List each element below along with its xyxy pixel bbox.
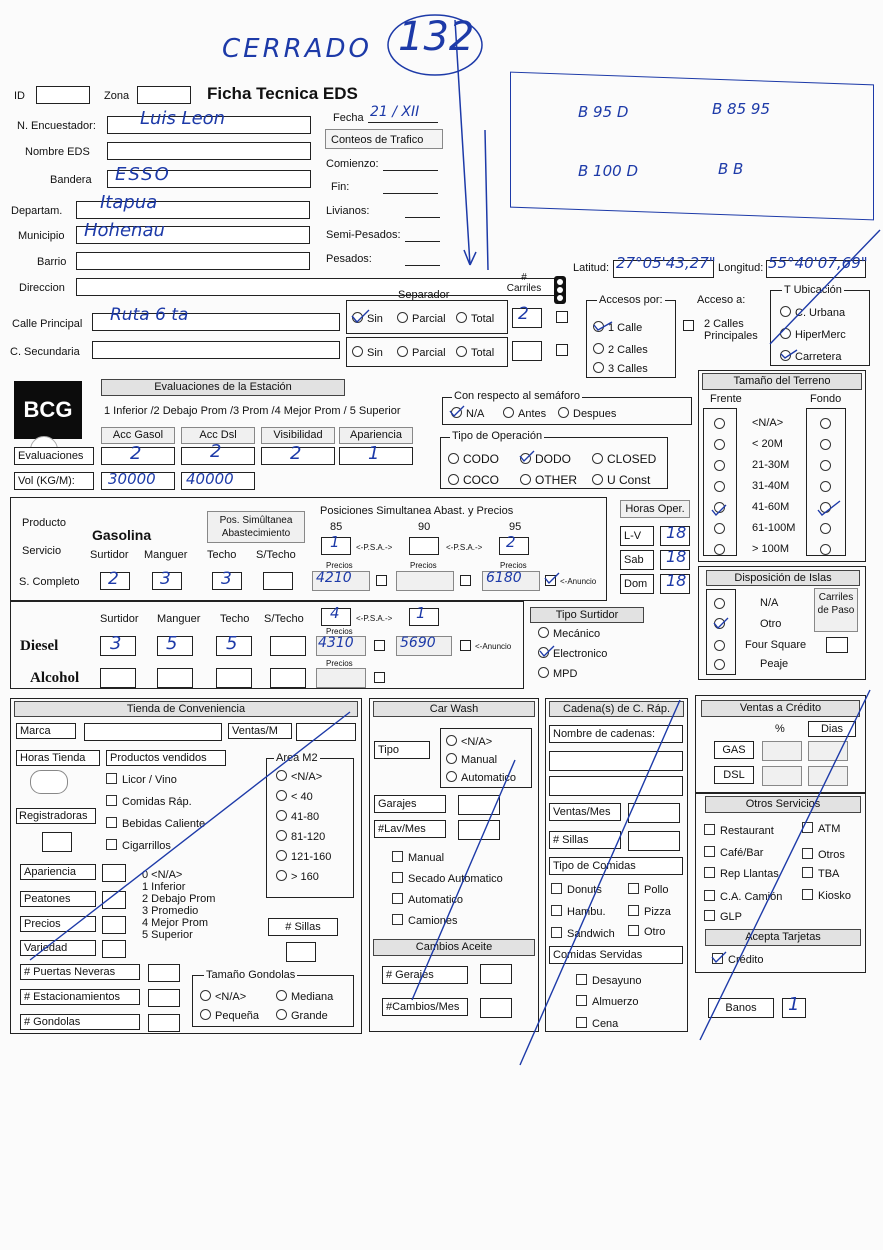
otros-glp-checkbox[interactable]: GLP <box>704 910 742 923</box>
otros-camion-checkbox[interactable]: C.A. Camión <box>704 890 782 903</box>
cw-lav-label: #Lav/Mes <box>374 820 446 838</box>
number-note: 132 <box>398 14 475 60</box>
prod-bebidas-checkbox[interactable]: Bebidas Caliente <box>106 817 205 830</box>
area-option-radio[interactable]: < 40 <box>276 790 313 803</box>
banos-label: Banos <box>708 998 774 1018</box>
accesos-title: Accesos por: <box>599 294 663 306</box>
c-secundaria-label: C. Secundaria <box>10 346 80 358</box>
terreno-option-label: < 20M <box>752 438 783 450</box>
op-other-radio[interactable]: OTHER <box>520 473 577 487</box>
registradoras-label: Registradoras <box>16 808 96 824</box>
fin-label: Fin: <box>331 181 350 193</box>
otros-tba-checkbox[interactable]: TBA <box>802 867 839 880</box>
acc-dsl-value: 2 <box>210 441 222 462</box>
cw-garajes-label: Garajes <box>374 795 446 813</box>
cadena-ventas-label: Ventas/Mes <box>549 803 621 821</box>
bandera-value: ESSO <box>115 164 171 185</box>
separador-parcial-radio[interactable]: Parcial <box>397 312 446 325</box>
gas-techo-value: 3 <box>221 569 232 589</box>
sketch-bottom-right: B B <box>718 160 744 178</box>
islas-otro-label: Otro <box>760 618 782 630</box>
comida-otro-checkbox[interactable]: Otro <box>628 925 665 938</box>
credito-dsl-label: DSL <box>714 766 754 784</box>
precios-label-2: Precios <box>410 561 437 570</box>
puertas-label: # Puertas Neveras <box>20 964 140 980</box>
gond-pequena-radio[interactable]: Pequeña <box>200 1009 259 1022</box>
terreno-option-label: 41-60M <box>752 501 790 513</box>
latitud-label: Latitud: <box>573 262 610 274</box>
cadena-sillas-label: # Sillas <box>549 831 621 849</box>
area-option-radio[interactable]: 121-160 <box>276 850 331 863</box>
precios-label-3: Precios <box>500 561 527 570</box>
col-apariencia: Apariencia <box>339 427 413 444</box>
variedad-row-label: Variedad <box>20 940 96 956</box>
op-dodo-radio[interactable]: DODO <box>520 452 571 466</box>
estacionamientos-label: # Estacionamientos <box>20 989 140 1005</box>
octane-90: 90 <box>418 521 431 533</box>
tipo-comidas-label: Tipo de Comidas <box>549 857 683 875</box>
departam-label: Departam. <box>11 205 63 217</box>
accesos-2calles-radio[interactable]: 2 Calles <box>593 343 648 356</box>
comida-pizza-checkbox[interactable]: Pizza <box>628 905 671 918</box>
carwash-header: Car Wash <box>373 701 535 717</box>
cw-secado-checkbox[interactable]: Secado Automatico <box>392 872 503 885</box>
comida-sandwich-checkbox[interactable]: Sandwich <box>551 927 615 940</box>
op-uconst-radio[interactable]: U Const <box>592 473 650 487</box>
surtidor-electronico-radio[interactable]: Electronico <box>538 647 607 660</box>
diesel-label: Diesel <box>20 638 59 654</box>
ubicacion-hipermerc-radio[interactable]: HiperMerc <box>780 328 846 341</box>
dsl-manguer-value: 5 <box>166 633 178 654</box>
accesos-1calle-radio[interactable]: 1 Calle <box>593 321 642 334</box>
dsl-col-techo: Techo <box>220 613 250 625</box>
otros-llantas-checkbox[interactable]: Rep Llantas <box>704 867 779 880</box>
horas-day-value: 18 <box>666 523 687 542</box>
comienzo-label: Comienzo: <box>326 158 379 170</box>
tienda-scale-item: 3 Promedio <box>142 905 199 917</box>
islas-four-label: Four Square <box>745 639 807 651</box>
pesados-label: Pesados: <box>326 253 372 265</box>
otros-kiosko-checkbox[interactable]: Kiosko <box>802 889 851 902</box>
latitud-value: 27°05'43,27" <box>616 254 716 272</box>
terreno-option-label: <N/A> <box>752 417 784 429</box>
traffic-title: Conteos de Trafico <box>331 134 424 146</box>
separador-label: Separador <box>398 289 450 301</box>
tienda-sillas-label: # Sillas <box>268 918 338 936</box>
apariencia-value: 1 <box>368 443 380 464</box>
otros-header: Otros Servicios <box>705 796 861 813</box>
secundaria-total-radio[interactable]: Total <box>456 346 494 359</box>
ubicacion-title: T Ubicación <box>784 284 842 296</box>
terreno-option-label: > 100M <box>752 543 789 555</box>
livianos-label: Livianos: <box>326 205 370 217</box>
col-acc-dsl: Acc Dsl <box>181 427 255 444</box>
horas-day-value: 18 <box>666 547 687 566</box>
bandera-label: Bandera <box>50 174 92 186</box>
surtidor-mpd-radio[interactable]: MPD <box>538 667 577 680</box>
psa-label-2: <-P.S.A.-> <box>446 543 483 552</box>
prod-licor-checkbox[interactable]: Licor / Vino <box>106 773 177 786</box>
dsl-anuncio-label: <-Anuncio <box>475 642 512 651</box>
gond-mediana-radio[interactable]: Mediana <box>276 990 333 1003</box>
comida-hambu-checkbox[interactable]: Hambu. <box>551 905 606 918</box>
otros-restaurant-checkbox[interactable]: Restaurant <box>704 824 774 837</box>
zona-label: Zona <box>104 90 130 102</box>
longitud-value: 55°40'07,69" <box>768 254 868 272</box>
ubicacion-urbana-radio[interactable]: C. Urbana <box>780 306 845 319</box>
semaforo-na-radio[interactable]: N/A <box>451 407 484 420</box>
nombre-eds-label: Nombre EDS <box>25 146 90 158</box>
dsl-col-stecho: S/Techo <box>264 613 304 625</box>
accesos-3calles-radio[interactable]: 3 Calles <box>593 362 648 375</box>
terreno-header: Tamaño del Terreno <box>702 373 862 390</box>
gond-na-radio[interactable]: <N/A> <box>200 990 246 1003</box>
gas-col-surtidor: Surtidor <box>90 549 129 561</box>
pos-prices-label: Posiciones Simultanea Abast. y Precios <box>320 505 514 517</box>
longitud-label: Longitud: <box>718 262 764 274</box>
carriles-paso-label: Carriles de Paso <box>814 588 858 632</box>
otros-cafe-checkbox[interactable]: Café/Bar <box>704 846 763 859</box>
vol-label: Vol (KG/M): <box>14 472 94 490</box>
secundaria-parcial-radio[interactable]: Parcial <box>397 346 446 359</box>
horas-day-value: 18 <box>666 571 687 590</box>
aceite-garajes-label: # Gerajes <box>382 966 468 984</box>
prod-cigarrillos-checkbox[interactable]: Cigarrillos <box>106 839 171 852</box>
status-note: CERRADO <box>222 34 372 64</box>
dsl-psa-label: <-P.S.A.-> <box>356 614 393 623</box>
cw-tipo-manual-radio[interactable]: Manual <box>446 753 497 766</box>
credito-gas-label: GAS <box>714 741 754 759</box>
peatones-row-label: Peatones <box>20 891 96 907</box>
municipio-label: Municipio <box>18 230 65 242</box>
apariencia-row-label: Apariencia <box>20 864 96 880</box>
gas-col-stecho: S/Techo <box>256 549 296 561</box>
terreno-fondo-label: Fondo <box>810 393 842 405</box>
pos85-value: 1 <box>330 533 340 551</box>
comida-pollo-checkbox[interactable]: Pollo <box>628 883 668 896</box>
horas-day-label: Sab <box>620 550 654 570</box>
area-option-radio[interactable]: > 160 <box>276 870 319 883</box>
tam-gondolas-title: Tamaño Gondolas <box>206 969 296 981</box>
cw-tipo-label: Tipo <box>374 741 430 759</box>
credito-pct-label: % <box>775 723 785 735</box>
islas-na-label: N/A <box>760 597 779 609</box>
gas-manguer-value: 3 <box>160 569 171 589</box>
comida-donuts-checkbox[interactable]: Donuts <box>551 883 602 896</box>
tienda-scale-item: 0 <N/A> <box>142 869 183 881</box>
page-title: Ficha Tecnica EDS <box>207 84 358 103</box>
municipio-value: Hohenau <box>84 220 165 241</box>
gond-grande-radio[interactable]: Grande <box>276 1009 328 1022</box>
aceite-header: Cambios Aceite <box>373 939 535 956</box>
col-visibilidad: Visibilidad <box>261 427 335 444</box>
alc-precios-label: Precios <box>326 659 353 668</box>
servida-desayuno-checkbox[interactable]: Desayuno <box>576 974 642 987</box>
fecha-value: 21 / XII <box>370 104 420 120</box>
tienda-scale-item: 5 Superior <box>142 929 193 941</box>
op-coco-radio[interactable]: COCO <box>448 473 499 487</box>
gondolas-label: # Gondolas <box>20 1014 140 1030</box>
dsl-col-surtidor: Surtidor <box>100 613 139 625</box>
evaluaciones-scale: 1 Inferior /2 Debajo Prom /3 Prom /4 Mejor Prom / 5 Superior <box>104 405 401 417</box>
sketch-top-right: B 85 95 <box>712 100 771 118</box>
credito-header: Ventas a Crédito <box>701 700 860 717</box>
comidas-servidas-label: Comidas Servidas <box>549 946 683 964</box>
credito-dias-label: Dias <box>808 721 856 737</box>
dsl-techo-value: 5 <box>226 633 238 654</box>
sketch-top-left: B 95 D <box>578 103 629 121</box>
terreno-option-label: 61-100M <box>752 522 796 534</box>
cw-automatico-checkbox[interactable]: Automatico <box>392 893 463 906</box>
calle-principal-value: Ruta 6 ta <box>110 305 189 325</box>
vol-dsl-value: 40000 <box>186 470 234 488</box>
horas-day-label: Dom <box>620 574 654 594</box>
gas-surtidor-value: 2 <box>108 569 119 589</box>
octane-95: 95 <box>509 521 522 533</box>
tienda-scale-item: 1 Inferior <box>142 881 186 893</box>
islas-header: Disposición de Islas <box>706 570 860 586</box>
ubicacion-carretera-radio[interactable]: Carretera <box>780 350 841 363</box>
evaluaciones-row-label: Evaluaciones <box>14 447 94 465</box>
terreno-frente-label: Frente <box>710 393 742 405</box>
aceite-cambios-label: #Cambios/Mes <box>382 998 468 1016</box>
acceso-a-label: Acceso a: <box>697 294 746 306</box>
pos-simultanea-label: Pos. Simûltanea Abastecimiento <box>207 511 305 543</box>
carriles-value: 2 <box>518 304 529 324</box>
col-acc-gasol: Acc Gasol <box>101 427 175 444</box>
price95-value: 6180 <box>486 570 522 586</box>
horas-day-label: L-V <box>620 526 654 546</box>
id-label: ID <box>14 90 25 102</box>
islas-peaje-label: Peaje <box>760 658 789 670</box>
dsl-col-manguer: Manguer <box>157 613 201 625</box>
dsl-price2-value: 5690 <box>400 635 436 651</box>
semaforo-antes-radio[interactable]: Antes <box>503 407 546 420</box>
dsl-pos2-value: 1 <box>416 604 426 622</box>
cadena-nombre-label: Nombre de cadenas: <box>549 725 683 743</box>
secundaria-sin-radio[interactable]: Sin <box>352 346 383 359</box>
area-m2-title: Area M2 <box>276 752 318 764</box>
barrio-label: Barrio <box>37 256 67 268</box>
otros-atm-checkbox[interactable]: ATM <box>802 822 840 835</box>
separador-total-radio[interactable]: Total <box>456 312 494 325</box>
op-closed-radio[interactable]: CLOSED <box>592 452 656 466</box>
area-option-radio[interactable]: 81-120 <box>276 830 325 843</box>
dsl-surtidor-value: 3 <box>110 633 122 654</box>
dsl-pos1-value: 4 <box>330 604 340 622</box>
evaluaciones-header: Evaluaciones de la Estación <box>101 379 345 396</box>
acc-gasol-value: 2 <box>130 443 142 464</box>
cw-manual-checkbox[interactable]: Manual <box>392 851 444 864</box>
cw-camiones-checkbox[interactable]: Camiones <box>392 914 458 927</box>
tipo-surtidor-header: Tipo Surtidor <box>530 607 644 623</box>
tarjetas-credito-checkbox[interactable]: Crédito <box>712 953 763 966</box>
ventas-m-label: Ventas/M <box>228 723 292 739</box>
tienda-scale-item: 4 Mejor Prom <box>142 917 209 929</box>
op-codo-radio[interactable]: CODO <box>448 452 499 466</box>
encuestador-value: Luis Leon <box>140 108 226 129</box>
calle-principal-label: Calle Principal <box>12 318 83 330</box>
dsl-price1-value: 4310 <box>318 635 354 651</box>
tienda-scale-item: 2 Debajo Prom <box>142 893 216 905</box>
horas-tienda-label: Horas Tienda <box>16 750 100 766</box>
encuestador-label: N. Encuestador: <box>17 120 96 132</box>
separador-sin-radio[interactable]: Sin <box>352 312 383 325</box>
servida-cena-checkbox[interactable]: Cena <box>576 1017 618 1030</box>
octane-85: 85 <box>330 521 343 533</box>
s-completo-label: S. Completo <box>19 576 80 588</box>
alcohol-label: Alcohol <box>30 670 80 686</box>
semaforo-title: Con respecto al semáforo <box>454 390 580 402</box>
servicio-label: Servicio <box>22 545 62 557</box>
terreno-option-label: 21-30M <box>752 459 790 471</box>
dsl-precios-label-1: Precios <box>326 627 353 636</box>
producto-label: Producto <box>22 517 67 529</box>
precios-label-1: Precios <box>326 561 353 570</box>
surtidor-mecanico-radio[interactable]: Mecánico <box>538 627 600 640</box>
psa-label-1: <-P.S.A.-> <box>356 543 393 552</box>
semaforo-despues-radio[interactable]: Despues <box>558 407 616 420</box>
terreno-option-label: 31-40M <box>752 480 790 492</box>
area-option-radio[interactable]: 41-80 <box>276 810 319 823</box>
vol-gasol-value: 30000 <box>108 470 156 488</box>
fecha-label: Fecha <box>333 112 364 124</box>
gas-col-techo: Techo <box>207 549 237 561</box>
departam-value: Itapua <box>100 192 158 213</box>
carriles-label: # Carriles <box>506 272 542 294</box>
bcg-logo: BCG <box>14 381 82 439</box>
productos-label: Productos vendidos <box>106 750 226 766</box>
cadena-header: Cadena(s) de C. Ráp. <box>549 701 684 717</box>
cw-tipo-na-radio[interactable]: <N/A> <box>446 735 492 748</box>
otros-otros-checkbox[interactable]: Otros <box>802 848 845 861</box>
servida-almuerzo-checkbox[interactable]: Almuerzo <box>576 995 638 1008</box>
pos95-value: 2 <box>506 533 516 551</box>
price85-value: 4210 <box>316 570 352 586</box>
gas-col-manguer: Manguer <box>144 549 188 561</box>
dos-calles-label: 2 Calles Principales <box>704 318 758 342</box>
precios-row-label: Precios <box>20 916 96 932</box>
banos-value: 1 <box>788 994 800 1015</box>
gasolina-label: Gasolina <box>92 527 152 543</box>
tienda-header: Tienda de Conveniencia <box>14 701 358 717</box>
sketch-bottom-left: B 100 D <box>578 162 639 180</box>
anuncio-label: <-Anuncio <box>560 577 597 586</box>
semi-pesados-label: Semi-Pesados: <box>326 229 401 241</box>
direccion-label: Direccion <box>19 282 65 294</box>
horas-oper-header: Horas Oper. <box>620 500 690 518</box>
visibilidad-value: 2 <box>290 443 302 464</box>
area-option-radio[interactable]: <N/A> <box>276 770 322 783</box>
tarjetas-header: Acepta Tarjetas <box>705 929 861 946</box>
marca-label: Marca <box>16 723 76 739</box>
cw-tipo-auto-radio[interactable]: Automatico <box>446 771 516 784</box>
operacion-title: Tipo de Operación <box>452 430 543 442</box>
prod-comidas-checkbox[interactable]: Comidas Ráp. <box>106 795 192 808</box>
